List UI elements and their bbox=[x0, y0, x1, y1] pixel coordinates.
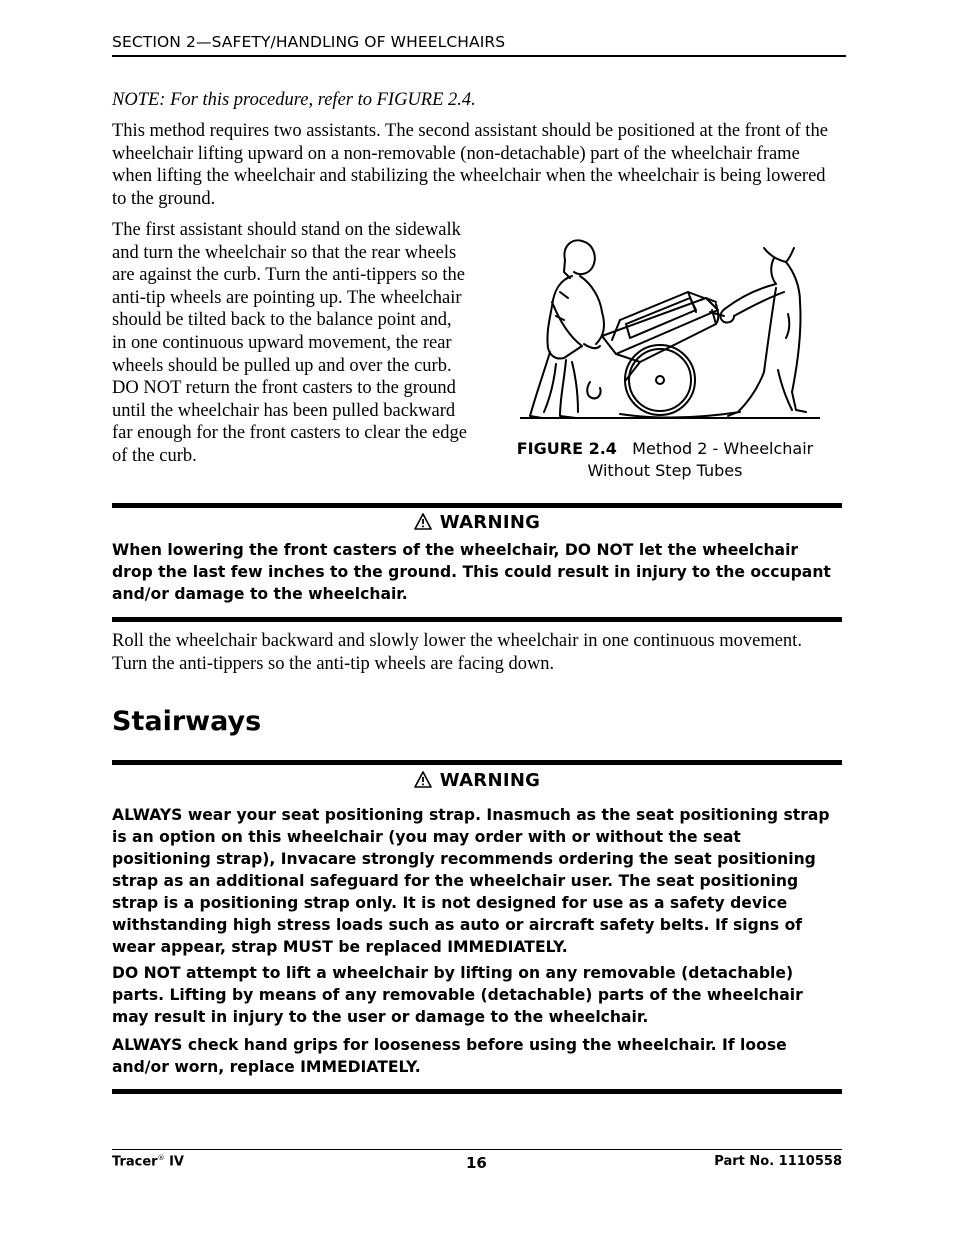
figure-label: FIGURE 2.4 bbox=[516, 439, 617, 458]
page-number: 16 bbox=[466, 1154, 487, 1172]
warning-text-strap: ALWAYS wear your seat positioning strap. Inasmuch as the seat positioning strap is an option on this wheelchair (you may order with or without the seat positioning strap), Invacare strongly recommends ordering the seat positioning strap as an additional safeguard for the wheelchair user. The seat positioning strap is a positioning strap only. It is not designed for use as a safety device withstanding high stress loads such as auto or aircraft safety belts. If signs of wear appear, strap MUST be replaced IMMEDIATELY. bbox=[112, 806, 830, 956]
figure-caption bbox=[505, 438, 825, 482]
part-number: Part No. 1110558 bbox=[714, 1154, 842, 1169]
header-rule bbox=[112, 55, 846, 57]
procedure-note: NOTE: For this procedure, refer to FIGURE 2.4. bbox=[112, 90, 476, 110]
warning-heading-text: WARNING bbox=[439, 512, 541, 533]
warning-top-rule bbox=[112, 503, 842, 508]
paragraph-first-assistant: The first assistant should stand on the sidewalk and turn the wheelchair so that the rear wheels are against the curb. Turn the anti-tippers so the anti-tip wheels are pointing up. The wheelchair should be tilted back to the balance point and, in one continuous upward movement, the rear wheels should be pulled up and over the curb. DO NOT return the front casters to the ground until the wheelchair has been pulled backward far enough for the front casters to clear the edge of the curb. bbox=[112, 220, 467, 466]
warning-text-lifting: DO NOT attempt to lift a wheelchair by lifting on any removable (detachable) parts. Lifting by means of any removable (detachable) parts of the wheelchair may result in injury to the user or damage to the wheelchair. bbox=[112, 964, 803, 1026]
registered-mark: ® bbox=[157, 1154, 165, 1162]
footer-product-name: Tracer bbox=[112, 1154, 158, 1170]
footer-product-suffix: IV bbox=[169, 1154, 184, 1170]
figure-caption-line1: Method 2 - Wheelchair bbox=[632, 439, 814, 458]
warning-text: When lowering the front casters of the wheelchair, DO NOT let the wheelchair drop the last few inches to the ground. This could result in injury to the occupant and/or damage to the wheelchair. bbox=[112, 541, 831, 603]
warning-heading-text: WARNING bbox=[439, 770, 541, 791]
figure-caption-line2: Without Step Tubes bbox=[587, 461, 743, 480]
warning-icon bbox=[414, 513, 432, 530]
footer-product bbox=[112, 1154, 184, 1169]
wheelchair-drawing bbox=[587, 292, 724, 415]
right-assistant-figure bbox=[720, 248, 806, 416]
warning-bottom-rule bbox=[112, 617, 842, 622]
warning-top-rule bbox=[112, 760, 842, 765]
paragraph-two-assistants: This method requires two assistants. The second assistant should be positioned at the front of the wheelchair lifting upward on a non-removable (non-detachable) part of the wheelchair frame when lifting the wheelchair and stabilizing the wheelchair when the wheelchair is being lowered to the ground. bbox=[112, 121, 828, 209]
warning-heading bbox=[112, 512, 842, 533]
paragraph-roll-backward: Roll the wheelchair backward and slowly lower the wheelchair in one continuous movement. Turn the anti-tippers so the anti-tip wheels are facing down. bbox=[112, 631, 802, 674]
section-header: SECTION 2—SAFETY/HANDLING OF WHEELCHAIRS bbox=[112, 33, 506, 51]
footer-rule bbox=[112, 1149, 842, 1150]
warning-text-hand-grips: ALWAYS check hand grips for looseness before using the wheelchair. If loose and/or worn, replace IMMEDIATELY. bbox=[112, 1036, 787, 1076]
warning-bottom-rule bbox=[112, 1089, 842, 1094]
warning-heading bbox=[112, 770, 842, 791]
figure-illustration bbox=[520, 232, 820, 424]
left-assistant-figure bbox=[530, 240, 604, 418]
section-title: Stairways bbox=[112, 706, 262, 737]
warning-icon bbox=[414, 771, 432, 788]
